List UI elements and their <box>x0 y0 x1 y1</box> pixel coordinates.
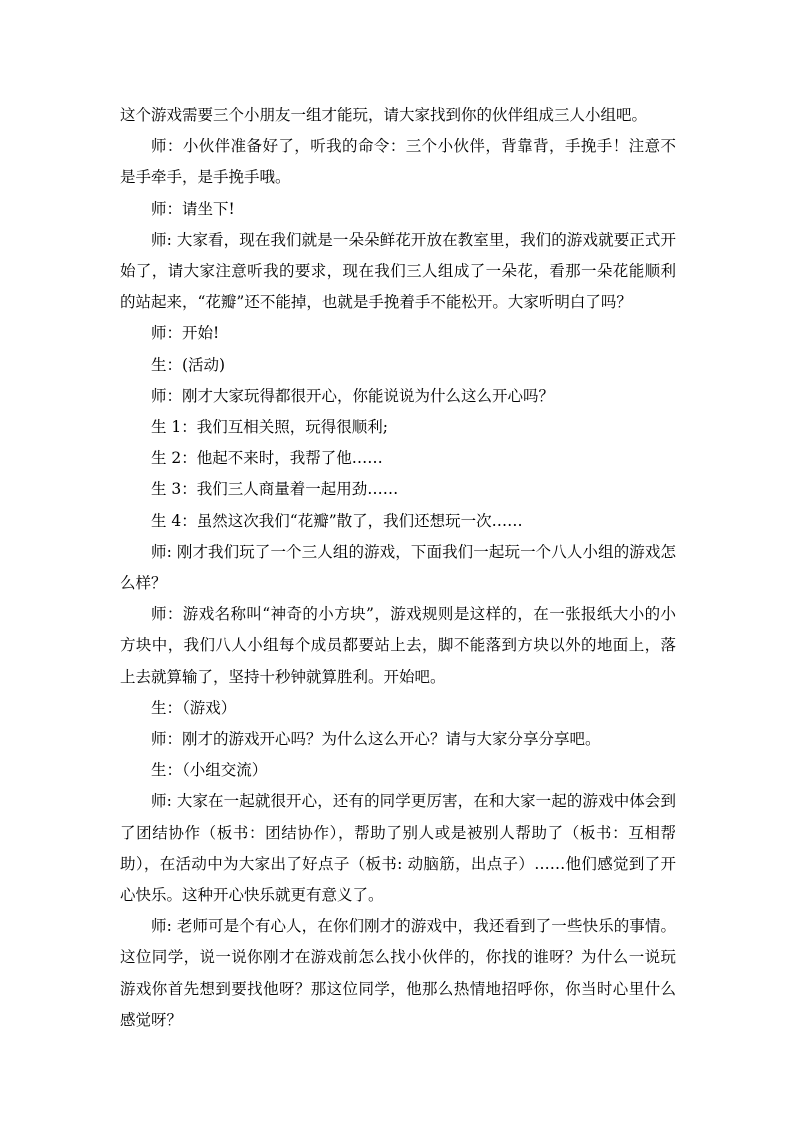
paragraph-student-discussion: 生：（小组交流） <box>151 761 268 780</box>
paragraph-student-1: 生 1：我们互相关照，玩得很顺利; <box>151 418 389 437</box>
paragraph-student-game: 生：（游戏） <box>151 698 237 717</box>
paragraph-teacher-eight-group: 师: 刚才我们玩了一个三人组的游戏，下面我们一起玩一个八人小组的游戏怎么样？ <box>120 542 676 593</box>
paragraph-student-activity: 生：(活动) <box>151 355 226 374</box>
paragraph-teacher-share: 师：刚才的游戏开心吗？为什么这么开心？请与大家分享分享吧。 <box>151 730 601 749</box>
document-body <box>120 100 676 1036</box>
paragraph-student-2: 生 2：他起不来时，我帮了他…… <box>151 449 383 468</box>
paragraph-teacher-sit: 师：请坐下! <box>151 199 235 218</box>
paragraph-teacher-question: 师：刚才大家玩得都很开心，你能说说为什么这么开心吗？ <box>151 386 555 405</box>
paragraph-student-3: 生 3：我们三人商量着一起用劲…… <box>151 480 399 499</box>
paragraph-teacher-summary: 师: 大家在一起就很开心，还有的同学更厉害，在和大家一起的游戏中体会到了团结协作（板书：团结协作），帮助了别人或是被别人帮助了（板书：互相帮助），在活动中为大家出了好点子（板书: 动脑筋，出点子）……他们感觉到了开心快乐。这种开心快乐就更有意义了。 <box>120 792 676 905</box>
paragraph-teacher-observation: 师: 老师可是个有心人，在你们刚才的游戏中，我还看到了一些快乐的事情。这位同学，说一说你刚才在游戏前怎么找小伙伴的，你找的谁呀？为什么一说玩游戏你首先想到要找他呀？那这位同学，他那么热情地招呼你，你当时心里什么感觉呀？ <box>120 917 676 1029</box>
paragraph-teacher-flower: 师: 大家看，现在我们就是一朵朵鲜花开放在教室里，我们的游戏就要正式开始了，请大家注意听我的要求，现在我们三人组成了一朵花，看那一朵花能顺利的站起来，“花瓣”还不能掉，也就是手挽着手不能松开。大家听明白了吗？ <box>120 230 676 312</box>
paragraph-teacher-rules: 师：游戏名称叫“神奇的小方块”，游戏规则是这样的，在一张报纸大小的小方块中，我们八人小组每个成员都要站上去，脚不能落到方块以外的地面上，落上去就算输了，坚持十秒钟就算胜利。开始吧。 <box>120 605 676 686</box>
paragraph-student-4: 生 4：虽然这次我们“花瓣”散了，我们还想玩一次…… <box>151 511 523 530</box>
paragraph-teacher-start: 师：开始! <box>151 324 220 343</box>
paragraph-teacher-command: 师：小伙伴准备好了，听我的命令：三个小伙伴，背靠背，手挽手！注意不是手牵手，是手挽手哦。 <box>120 137 676 187</box>
paragraph-intro: 这个游戏需要三个小朋友一组才能玩，请大家找到你的伙伴组成三人小组吧。 <box>120 106 648 124</box>
